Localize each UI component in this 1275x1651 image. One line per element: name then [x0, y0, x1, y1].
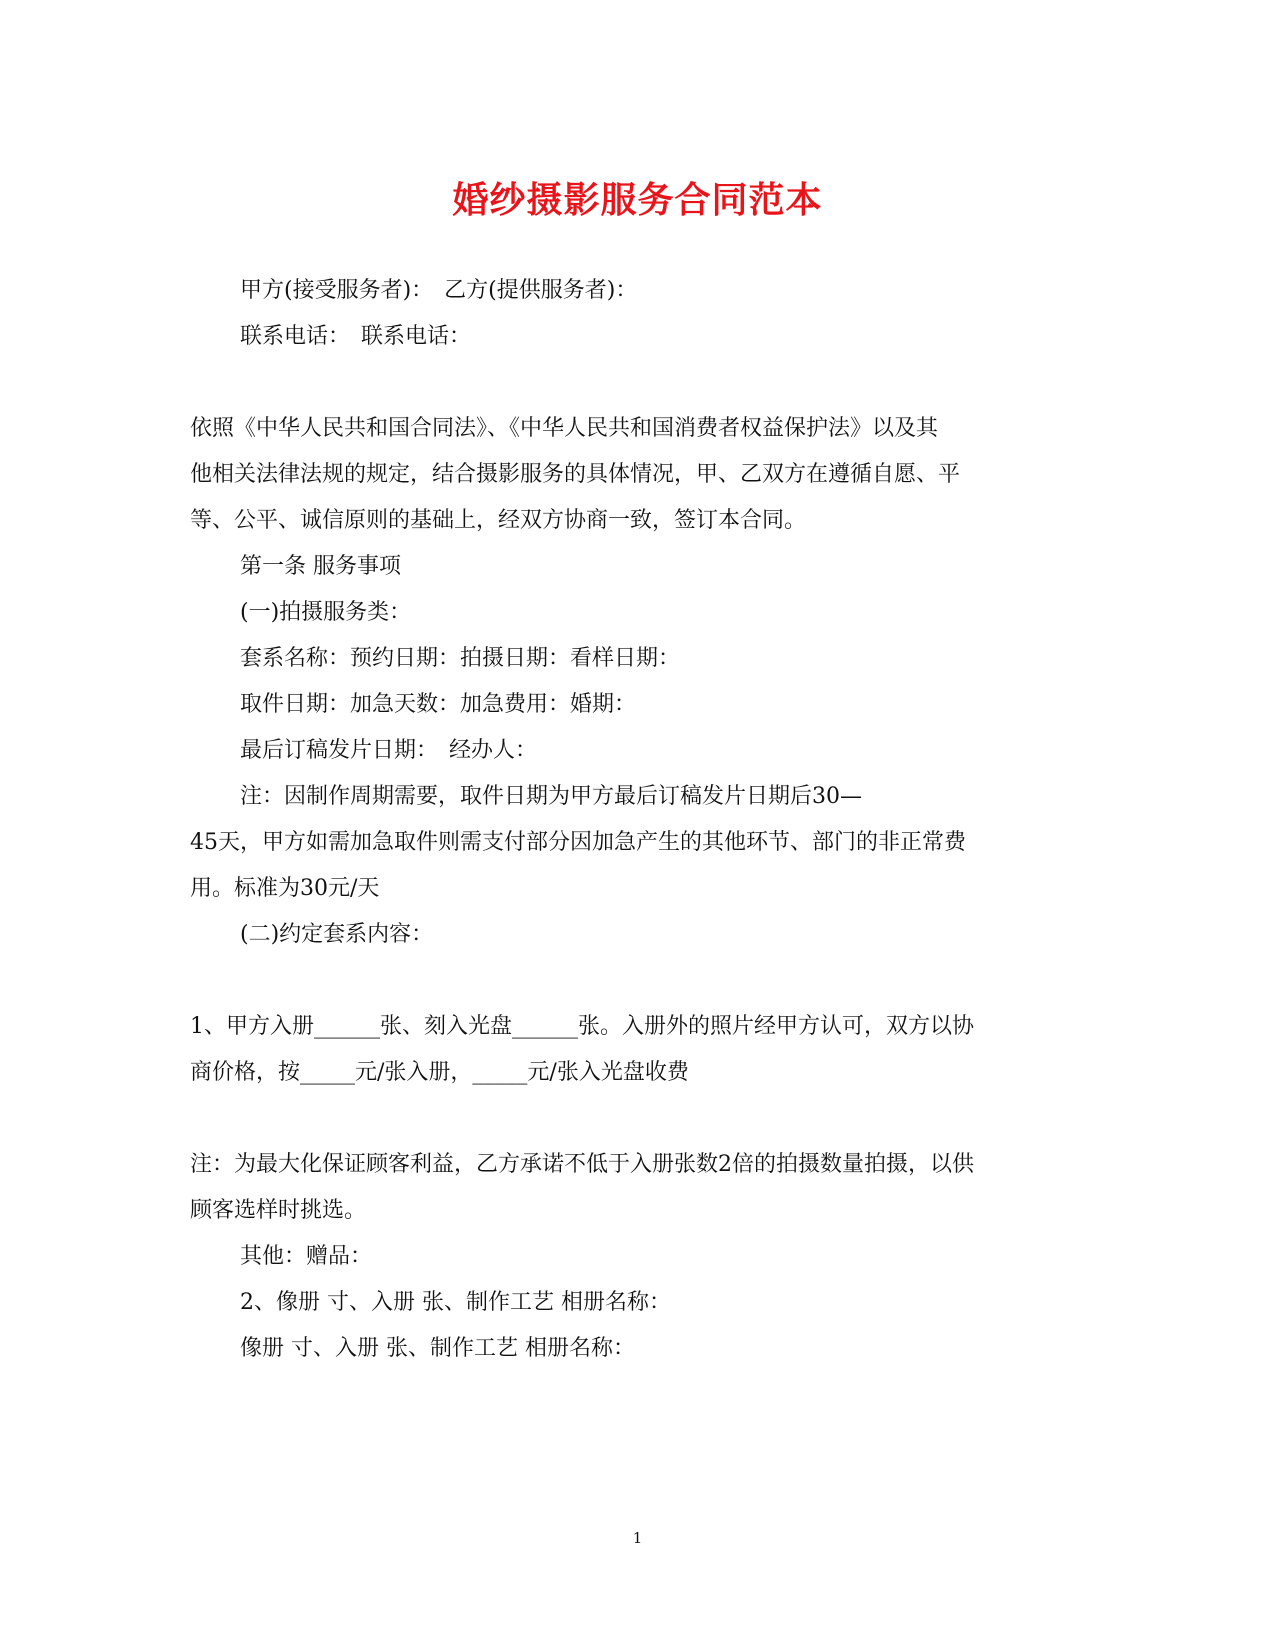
party-line: 甲方(接受服务者)： 乙方(提供服务者)：: [240, 278, 638, 303]
note-line: 45天，甲方如需加急取件则需支付部分因加急产生的其他环节、部门的非正常费: [190, 830, 966, 855]
field-line: 最后订稿发片日期： 经办人：: [240, 738, 538, 763]
album-line: 像册 寸、入册 张、制作工艺 相册名称：: [240, 1336, 635, 1361]
section-heading: (二)约定套系内容：: [240, 922, 434, 947]
note-line: 注：为最大化保证顾客利益，乙方承诺不低于入册张数2倍的拍摄数量拍摄，以供: [190, 1152, 974, 1177]
preamble-line: 依照《中华人民共和国合同法》、《中华人民共和国消费者权益保护法》以及其: [190, 416, 939, 441]
article-heading: 第一条 服务事项: [240, 554, 401, 579]
clause-line: 1、甲方入册______张、刻入光盘______张。入册外的照片经甲方认可，双方以协: [190, 1014, 974, 1039]
note-line: 用。标准为30元/天: [190, 876, 380, 901]
document-title: 婚纱摄影服务合同范本: [452, 179, 823, 221]
note-line: 注：因制作周期需要，取件日期为甲方最后订稿发片日期后30—: [240, 784, 862, 809]
preamble-line: 他相关法律法规的规定，结合摄影服务的具体情况，甲、乙双方在遵循自愿、平: [190, 462, 961, 487]
section-heading: (一)拍摄服务类：: [240, 600, 412, 625]
phone-line: 联系电话： 联系电话：: [240, 324, 472, 349]
field-line: 取件日期：加急天数：加急费用：婚期：: [240, 692, 637, 717]
field-line: 套系名称：预约日期：拍摄日期：看样日期：: [240, 646, 681, 671]
field-line: 其他：赠品：: [240, 1244, 373, 1269]
note-line: 顾客选样时挑选。: [190, 1198, 367, 1223]
clause-line: 商价格，按_____元/张入册，_____元/张入光盘收费: [190, 1060, 689, 1085]
album-line: 2、像册 寸、入册 张、制作工艺 相册名称：: [240, 1290, 671, 1315]
page-number: 1: [632, 1529, 643, 1547]
preamble-line: 等、公平、诚信原则的基础上，经双方协商一致，签订本合同。: [190, 508, 807, 533]
